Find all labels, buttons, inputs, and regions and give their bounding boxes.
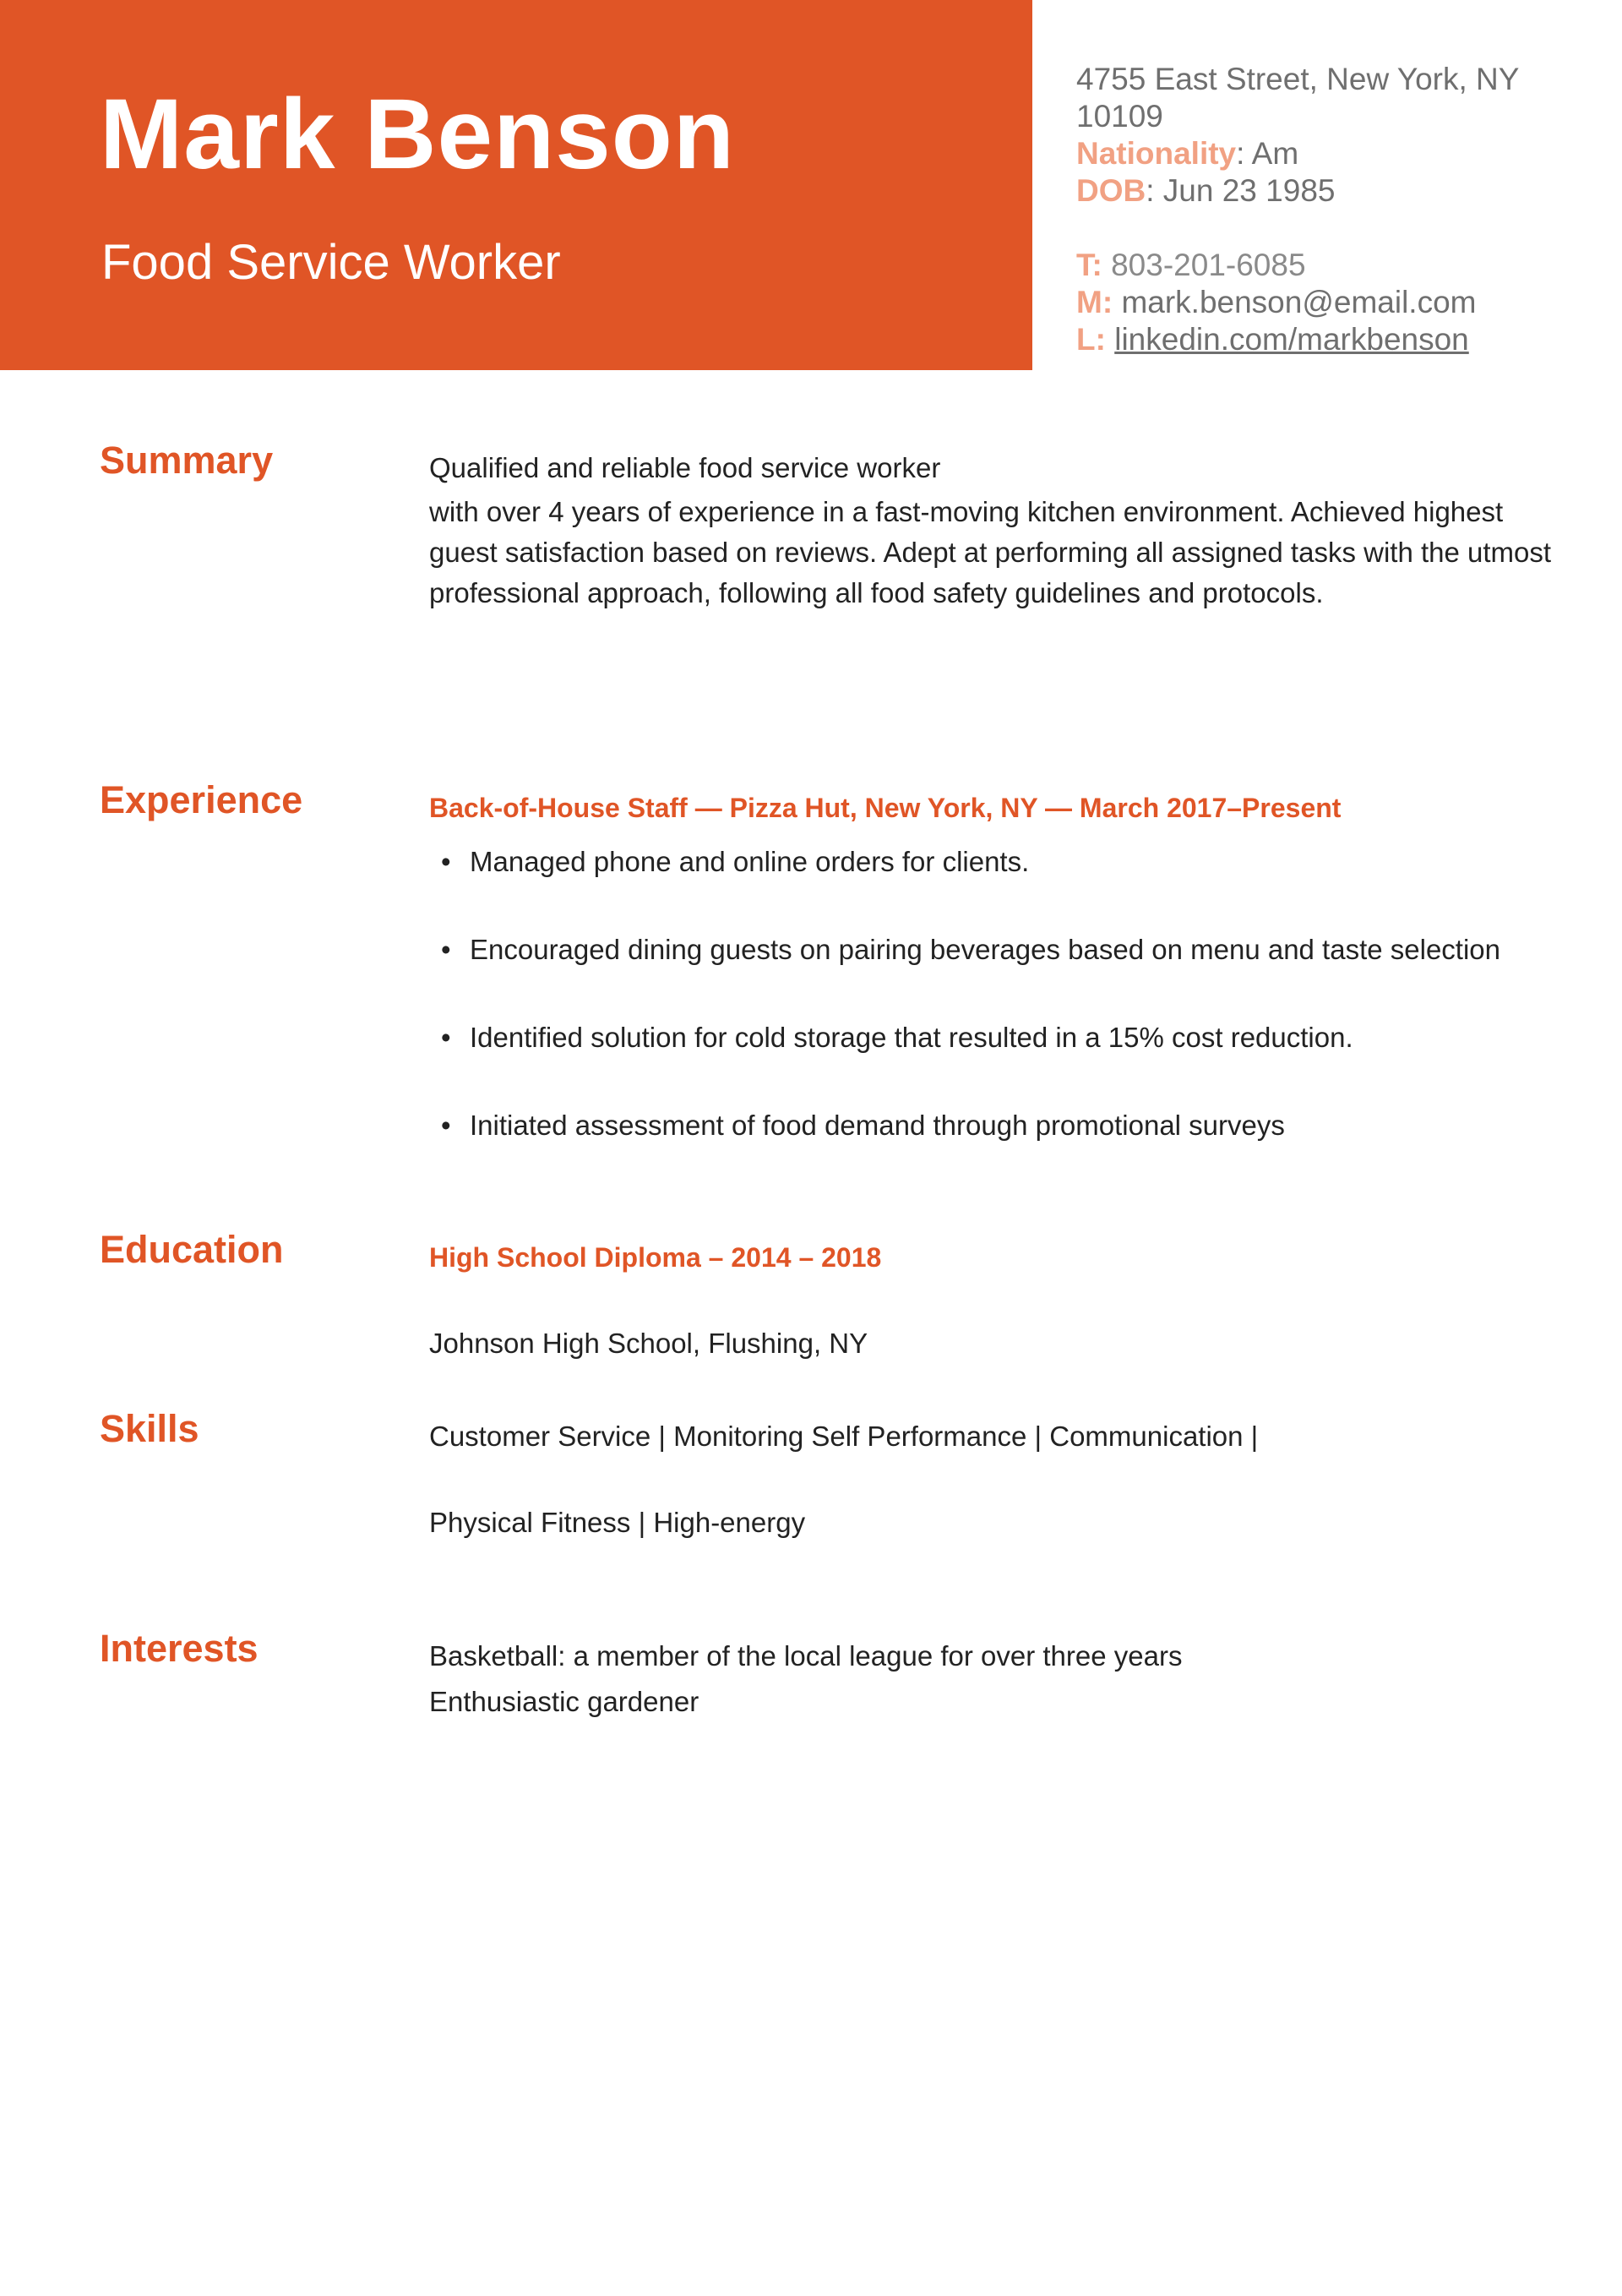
bullet-dot-icon: • [441, 1022, 451, 1053]
section-title-education: Education [100, 1228, 284, 1271]
nationality-label: Nationality [1076, 136, 1237, 171]
linkedin-link[interactable]: linkedin.com/markbenson [1114, 322, 1469, 357]
interests-line-2: Enthusiastic gardener [429, 1686, 699, 1717]
bullet-dot-icon: • [441, 934, 451, 965]
list-item [429, 1017, 1544, 1058]
list-item [429, 842, 1544, 882]
section-title-skills: Skills [100, 1407, 199, 1450]
email-label: M: [1076, 285, 1113, 319]
skills-line-1: Customer Service | Monitoring Self Performance | Communication | [429, 1421, 1259, 1452]
linkedin-line [1076, 321, 1600, 358]
bullet-dot-icon: • [441, 1110, 451, 1141]
section-title-interests: Interests [100, 1627, 259, 1670]
section-title-experience: Experience [100, 778, 303, 821]
dob-label: DOB [1076, 173, 1146, 208]
job-heading: Back-of-House Staff — Pizza Hut, New York, NY — March 2017–Present [429, 793, 1342, 823]
experience-bullets [429, 842, 1544, 1193]
bullet-text: Encouraged dining guests on pairing beverages based on menu and taste selection [470, 934, 1501, 965]
skills-line-2: Physical Fitness | High-energy [429, 1507, 806, 1538]
phone-value: 803-201-6085 [1111, 248, 1306, 282]
candidate-name: Mark Benson [100, 79, 735, 190]
bullet-text: Managed phone and online orders for clients. [470, 846, 1030, 877]
education-heading: High School Diploma – 2014 – 2018 [429, 1242, 882, 1273]
address-line: 4755 East Street, New York, NY [1076, 62, 1520, 96]
phone-label: T: [1076, 248, 1102, 282]
education-school: Johnson High School, Flushing, NY [429, 1328, 868, 1359]
nationality-value: : Am [1236, 136, 1299, 171]
linkedin-label: L: [1076, 322, 1106, 357]
interests-line-1: Basketball: a member of the local league for over three years [429, 1640, 1183, 1672]
contact-block [1076, 61, 1600, 358]
address-zip: 10109 [1076, 99, 1163, 134]
job-title: Food Service Worker [101, 235, 561, 290]
email-line [1076, 284, 1600, 321]
summary-text: with over 4 years of experience in a fast-moving kitchen environment. Achieved highest guest satisfaction based on reviews. Adept at performing all assigned tasks with the utmost professional approach, following all food safety guidelines and protocols. [429, 496, 1552, 608]
summary-first-line: Qualified and reliable food service worker [429, 452, 941, 483]
dob-line [1076, 172, 1600, 210]
dob-value: : Jun 23 1985 [1146, 173, 1336, 208]
section-title-summary: Summary [100, 439, 274, 482]
list-item [429, 1105, 1544, 1146]
bullet-text: Identified solution for cold storage that resulted in a 15% cost reduction. [470, 1022, 1353, 1053]
list-item [429, 930, 1544, 970]
email-value: mark.benson@email.com [1121, 285, 1477, 319]
phone-line [1076, 247, 1600, 284]
nationality-line [1076, 135, 1600, 172]
bullet-dot-icon: • [441, 846, 451, 877]
bullet-text: Initiated assessment of food demand through promotional surveys [470, 1110, 1285, 1141]
contact-spacer [1076, 210, 1600, 247]
